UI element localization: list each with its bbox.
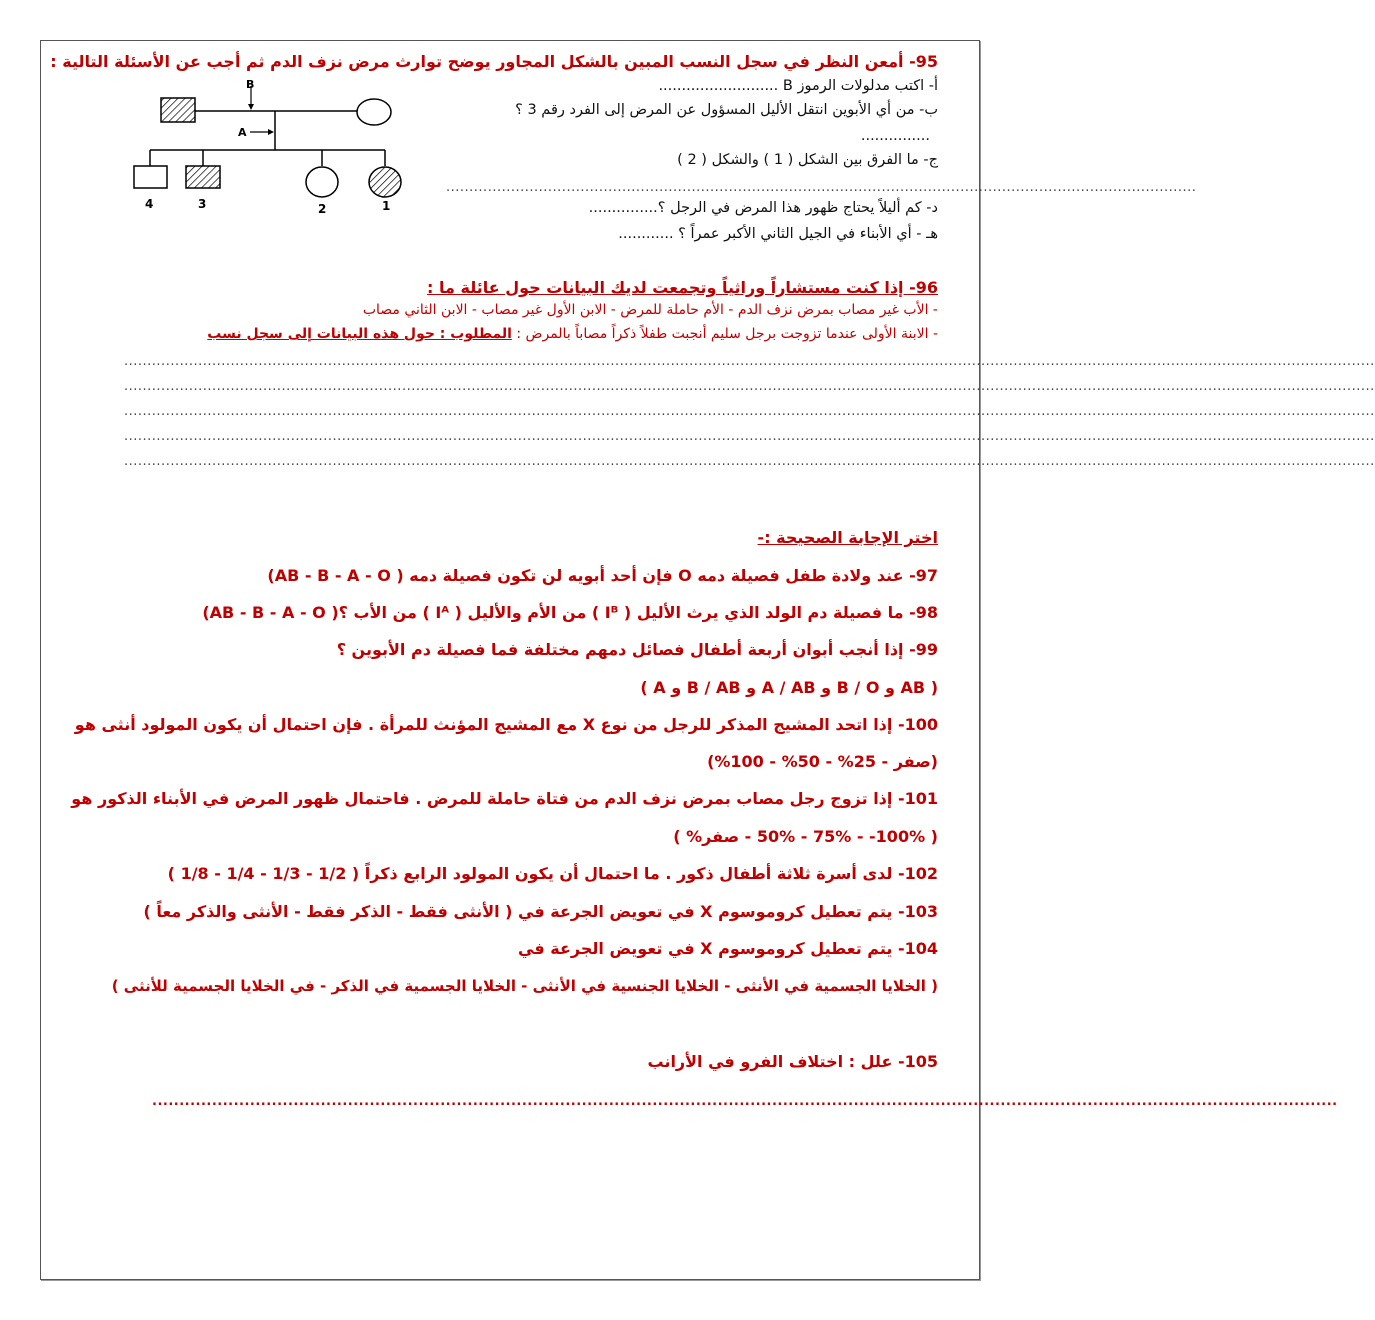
father-affected-male bbox=[161, 98, 195, 122]
q95-part-d: د- كم أليلاً يحتاج ظهور هذا المرض في الرجل ؟............... bbox=[588, 200, 938, 216]
q99: 99- إذا أنجب أبوان أربعة أطفال فصائل دمهم مختلفة فما فصيلة دم الأبوين ؟ bbox=[336, 640, 938, 659]
answer-line: .............................................................................................................................................................................................................................................................................. bbox=[124, 404, 1375, 419]
q103: 103- يتم تعطيل كروموسوم X في تعويض الجرعة في ( الأنثى فقط - الذكر فقط - الأنثى والذكر معاً ) bbox=[143, 902, 938, 921]
answer-line: .............................................................................................................................................................................................................................................................................. bbox=[124, 454, 1375, 469]
q104-options: ( الخلايا الجسمية في الأنثى - الخلايا الجنسية في الأنثى - الخلايا الجسمية في الذكر - في الخلايا الجسمية للأنثى ) bbox=[111, 977, 938, 995]
answer-line: .............................................................................................................................................................................................................................................................................. bbox=[124, 429, 1375, 444]
q104: 104- يتم تعطيل كروموسوم X في تعويض الجرعة في bbox=[518, 939, 938, 958]
section-title: اختر الإجابة الصحيحة :- bbox=[757, 528, 938, 547]
q97: 97- عند ولادة طفل فصيلة دمه O فإن أحد أبويه لن تكون فصيلة دمه ( AB - B - A - O) bbox=[267, 566, 938, 585]
q96-line2-text: - الابنة الأولى عندما تزوجت برجل سليم أنجبت طفلاً ذكراً مصاباً بالمرض : bbox=[511, 326, 938, 342]
mother-female bbox=[357, 99, 391, 125]
arrow-a-head bbox=[268, 129, 274, 135]
q99-options: ( A و B / AB و A / AB و B / O و AB ) bbox=[640, 678, 938, 697]
q101: 101- إذا تزوج رجل مصاب بمرض نزف الدم من فتاة حاملة للمرض . فاحتمال ظهور المرض في الأبناء الذكور هو bbox=[71, 789, 938, 808]
q101-options: ( 100%- - 75% - 50% - صفر% ) bbox=[673, 827, 938, 846]
q96-line1: - الأب غير مصاب بمرض نزف الدم - الأم حاملة للمرض - الابن الأول غير مصاب - الابن الثاني مصاب bbox=[362, 302, 938, 318]
q95-part-a: أ- اكتب مدلولات الرموز B .......................... bbox=[658, 78, 938, 94]
num-4: 4 bbox=[145, 197, 154, 211]
q98: 98- ما فصيلة دم الولد الذي يرث الأليل ( Iᴮ ) من الأم والأليل ( Iᴬ ) من الأب ؟( AB - B - A - O) bbox=[202, 603, 938, 622]
answer-line: .............................................................................................................................................................................................................................................................................. bbox=[124, 379, 1375, 394]
q102: 102- لدى أسرة ثلاثة أطفال ذكور . ما احتمال أن يكون المولود الرابع ذكراً ( 1/2 - 1/3 - 1/4 - 1/8 ) bbox=[167, 864, 938, 883]
num-2: 2 bbox=[318, 202, 327, 216]
pedigree-chart bbox=[120, 70, 420, 220]
q95-part-c: ج- ما الفرق بين الشكل ( 1 ) والشكل ( 2 ) bbox=[677, 152, 938, 168]
answer-line: .................................................................................................................................................................. bbox=[446, 180, 1197, 195]
child-1-carrier-female bbox=[369, 167, 401, 197]
arrow-b-head bbox=[248, 104, 254, 110]
q100: 100- إذا اتحد المشيج المذكر للرجل من نوع X مع المشيج المؤنث للمرأة . فإن احتمال أن يكون المولود أنثى هو bbox=[74, 715, 938, 734]
q95-part-b-dots: ............... bbox=[860, 128, 930, 144]
q100-options: (صفر - 25% - 50% - 100%) bbox=[707, 752, 938, 771]
q96-title: 96- إذا كنت مستشاراً وراثياً وتجمعت لديك البيانات حول عائلة ما : bbox=[427, 278, 938, 297]
q96-line2 bbox=[207, 326, 938, 342]
q105: 105- علل : اختلاف الفرو في الأرانب bbox=[647, 1052, 938, 1071]
answer-line: .............................................................................................................................................................................................................................................................................. bbox=[124, 354, 1375, 369]
q95-part-b: ب- من أي الأبوين انتقل الأليل المسؤول عن المرض إلى الفرد رقم 3 ؟ bbox=[515, 102, 938, 118]
q95-part-e: هـ - أي الأبناء في الجيل الثاني الأكبر عمراً ؟ ............ bbox=[618, 226, 938, 242]
child-3-affected-male bbox=[186, 166, 220, 188]
label-b: B bbox=[246, 78, 255, 91]
num-3: 3 bbox=[198, 197, 207, 211]
answer-line: .......................................................................................................................................................................................................................... bbox=[152, 1094, 1338, 1109]
num-1: 1 bbox=[382, 199, 391, 213]
q95-title: 95- أمعن النظر في سجل النسب المبين بالشكل المجاور يوضح توارث مرض نزف الدم ثم أجب عن الأسئلة التالية : bbox=[50, 52, 938, 71]
child-4-male bbox=[134, 166, 167, 188]
q96-required: المطلوب : حول هذه البيانات إلى سجل نسب bbox=[207, 326, 512, 342]
label-a: A bbox=[238, 126, 247, 139]
child-2-female bbox=[306, 167, 338, 197]
